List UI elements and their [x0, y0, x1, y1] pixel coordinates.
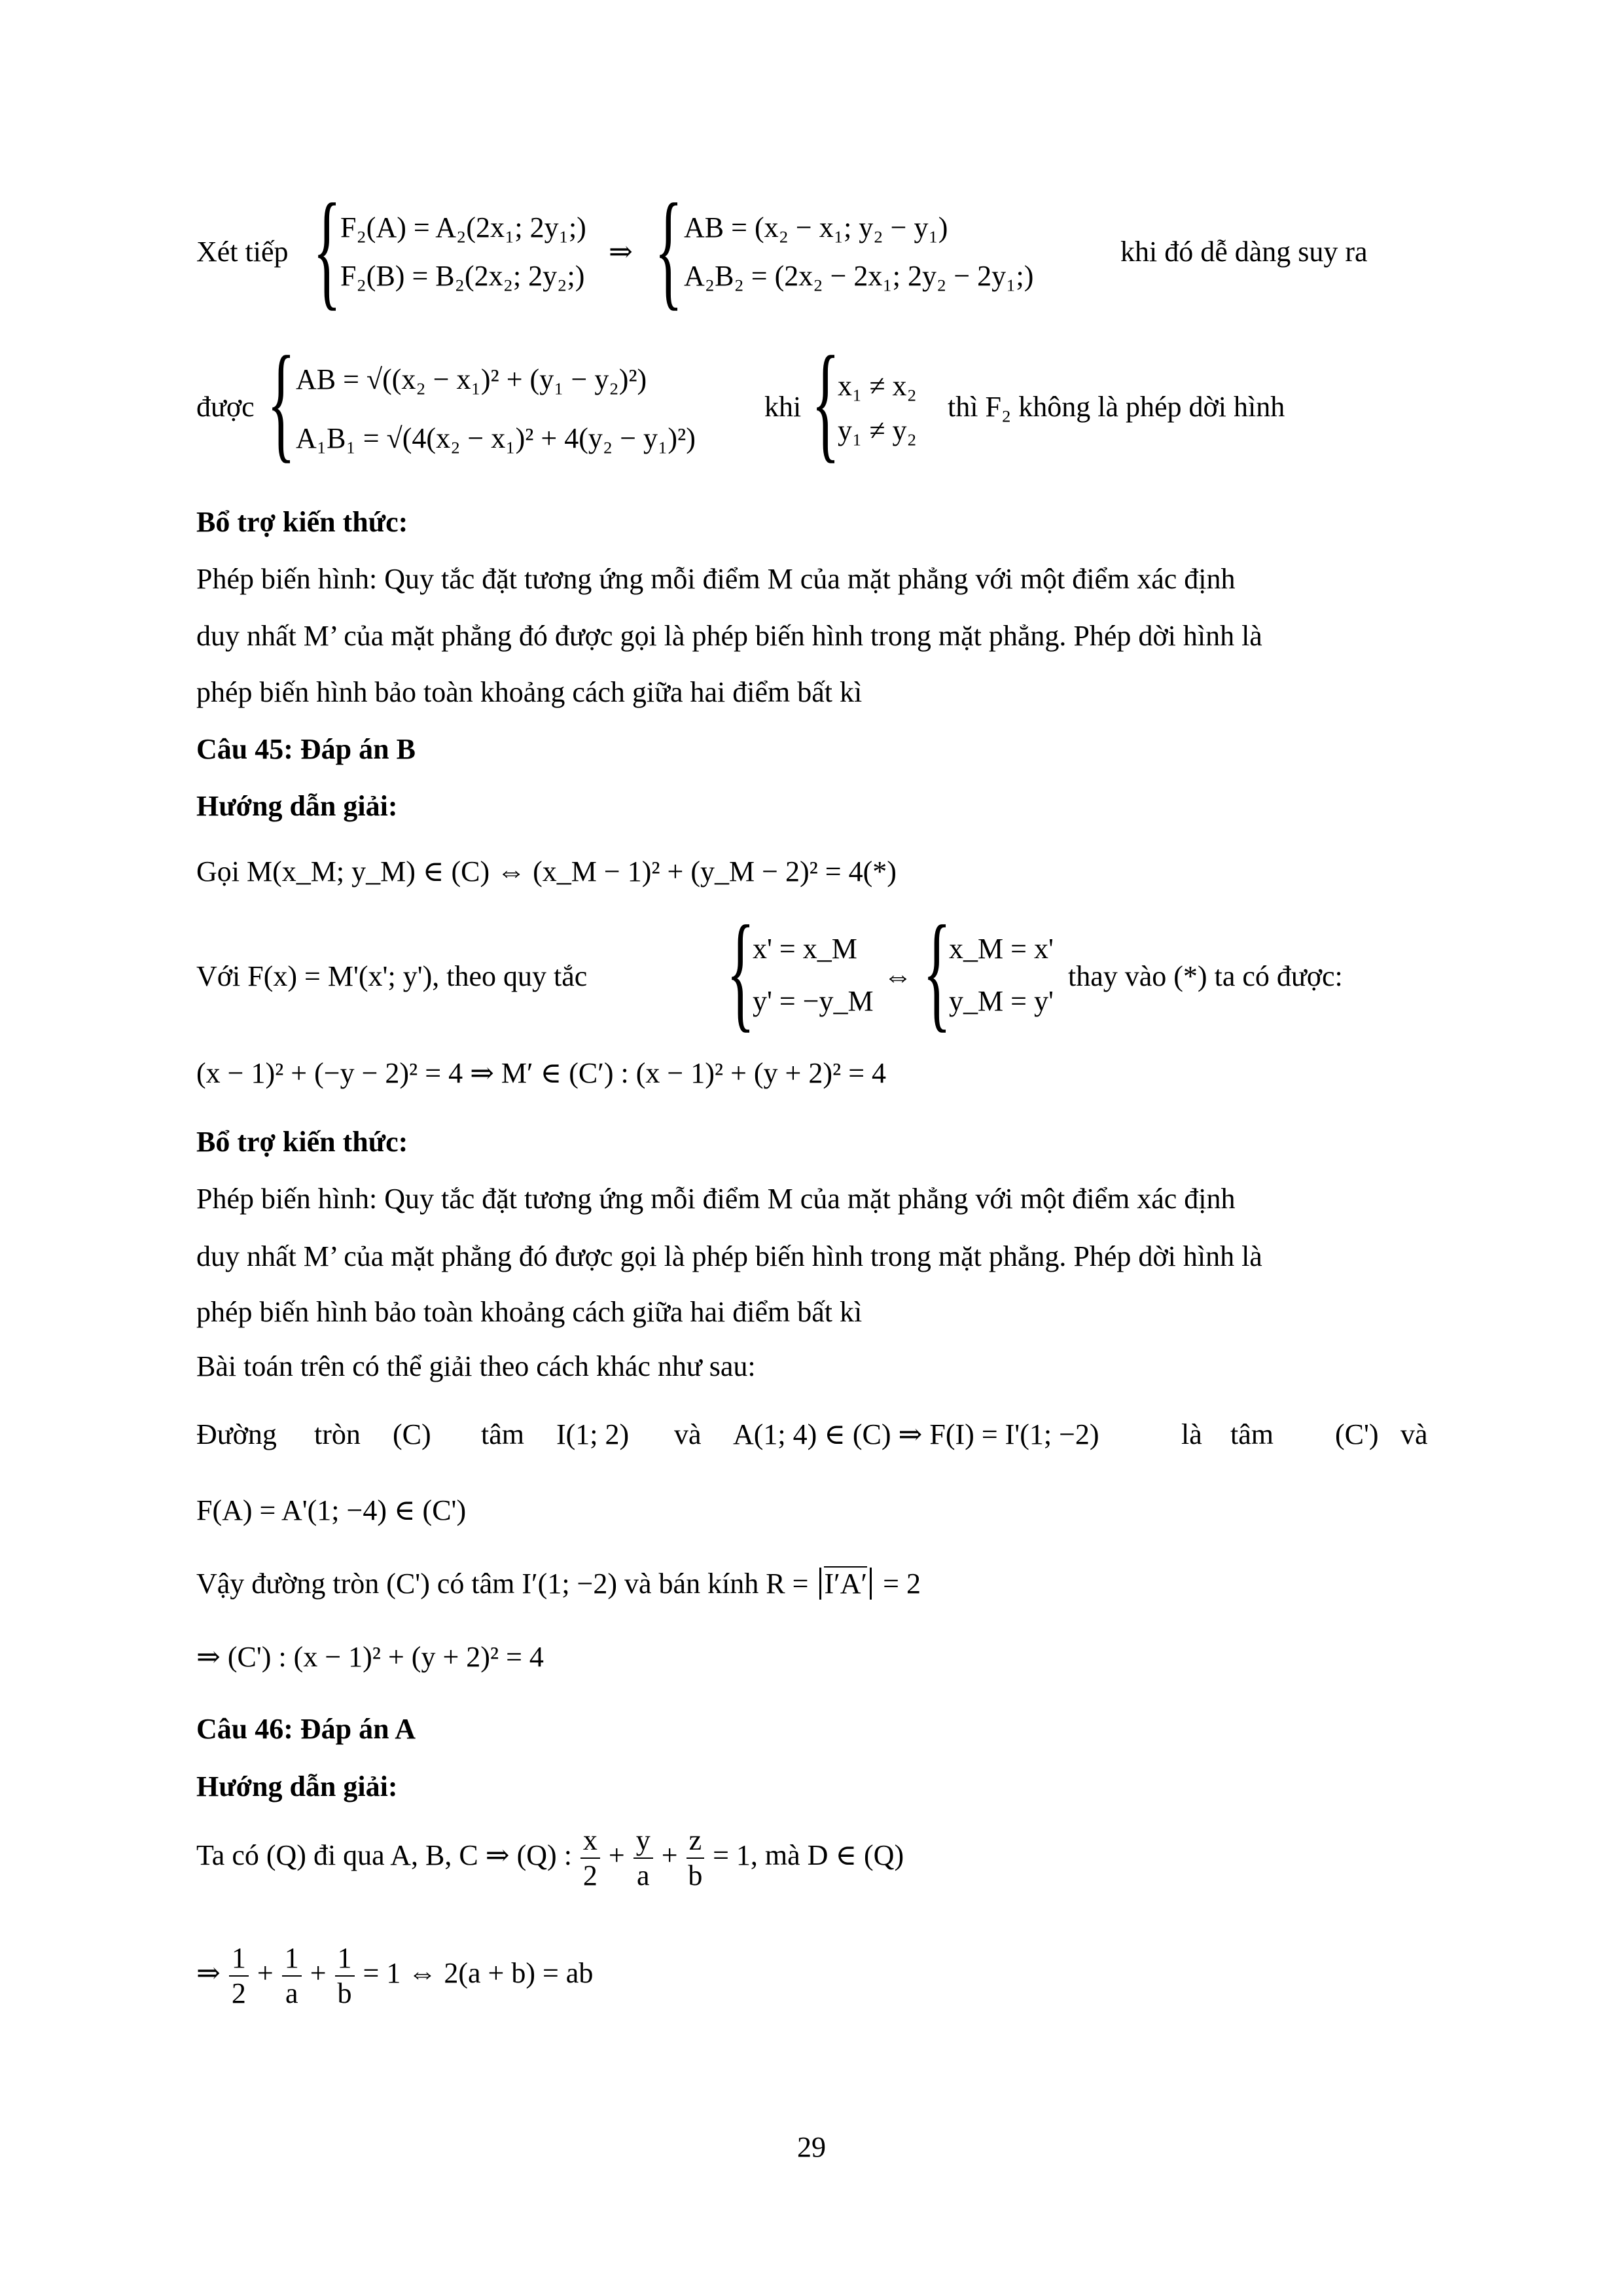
fraction	[633, 1823, 653, 1893]
support2-line: phép biến hình bảo toàn khoảng cách giữa hai điểm bất kì	[196, 1296, 863, 1328]
page-number: 29	[797, 2131, 826, 2163]
q45-line2-lead: Với F(x) = M'(x'; y'), theo quy tắc	[196, 960, 588, 992]
word: và	[674, 1418, 702, 1450]
word: A(1; 4) ∈ (C) ⇒ F(I) = I'(1; −2)	[733, 1418, 1099, 1450]
support1-line: Phép biến hình: Quy tắc đặt tương ứng mỗi điểm M của mặt phẳng với một điểm xác định	[196, 563, 1236, 595]
support2-line: Phép biến hình: Quy tắc đặt tương ứng mỗi điểm M của mặt phẳng với một điểm xác định	[196, 1183, 1236, 1215]
denominator: a	[285, 1977, 298, 2009]
block2-tail: thì F₂ không là phép dời hình	[948, 391, 1285, 423]
denominator: b	[688, 1859, 703, 1892]
fraction	[229, 1941, 249, 2011]
brace-left: {	[267, 330, 296, 475]
brace-left: {	[726, 899, 755, 1044]
radius-vector: I′A′	[824, 1568, 868, 1600]
block2-lead: được	[196, 391, 255, 423]
q45-sys1-row2: y' = −y_M	[753, 985, 874, 1017]
q45-guide: Hướng dẫn giải:	[196, 790, 398, 822]
fraction	[282, 1941, 302, 2011]
q45-line3: (x − 1)² + (−y − 2)² = 4 ⇒ M′ ∈ (C′) : (x − 1)² + (y + 2)² = 4	[196, 1057, 887, 1089]
radius-line	[196, 1564, 921, 1604]
q46-line1: Ta có (Q) đi qua A, B, C ⇒ (Q) : $\frac{x}{2}$ + $\frac{y}{a}$ + $\frac{z}{b}$ = 1, mà D ∈ (Q)	[196, 1823, 904, 1892]
word: Đường	[196, 1418, 277, 1450]
q46-line2-lead: ⇒	[196, 1957, 221, 1989]
block1-sys2-row1: AB = (x₂ − x₁; y₂ − y₁)	[684, 211, 948, 243]
q46-line1-lead: Ta có (Q) đi qua A, B, C ⇒ (Q) :	[196, 1839, 572, 1871]
q46-title: Câu 46: Đáp án A	[196, 1713, 416, 1745]
fraction	[687, 1823, 705, 1893]
word: và	[1400, 1418, 1428, 1450]
block2-khi: khi	[764, 391, 802, 423]
numerator: 1	[229, 1941, 249, 1977]
q45-line1: Gọi M(x_M; y_M) ∈ (C) ⇔ (x_M − 1)² + (y_M − 2)² = 4(*)	[196, 855, 897, 888]
brace-left: {	[313, 177, 342, 322]
q46-line2-tail: = 1 ⇔ 2(a + b) = ab	[363, 1957, 594, 1989]
vector-modulus	[819, 1568, 872, 1600]
support1-heading: Bổ trợ kiến thức:	[196, 506, 408, 538]
block2-sys1-row1: AB = √((x₂ − x₁)² + (y₁ − y₂)²)	[296, 363, 647, 395]
denominator: a	[636, 1859, 650, 1892]
word: tâm	[1230, 1418, 1274, 1450]
brace-left: {	[923, 899, 952, 1044]
q46-line1-tail: = 1, mà D ∈ (Q)	[713, 1839, 904, 1871]
word: tâm	[481, 1418, 524, 1450]
brace-left: {	[654, 177, 683, 322]
support2-heading: Bổ trợ kiến thức:	[196, 1126, 408, 1158]
block2-sys2-row2: y₁ ≠ y₂	[838, 414, 917, 446]
word: (C')	[1335, 1418, 1379, 1450]
support1-line: duy nhất M’ của mặt phẳng đó được gọi là phép biến hình trong mặt phẳng. Phép dời hình là	[196, 620, 1262, 652]
radius-lead: Vậy đường tròn (C') có tâm I′(1; −2) và bán kính R =	[196, 1568, 809, 1600]
support2-line: Bài toán trên có thể giải theo cách khác như sau:	[196, 1350, 756, 1382]
fraction	[580, 1823, 600, 1893]
numerator: 1	[282, 1941, 302, 1977]
numerator: x	[580, 1823, 600, 1859]
word: là	[1181, 1418, 1202, 1450]
denominator: b	[337, 1977, 352, 2009]
block1-sys1-row1: F₂(A) = A₂(2x₁; 2y₁;)	[340, 211, 586, 243]
block1-sys1-row2: F₂(B) = B₂(2x₂; 2y₂;)	[340, 260, 585, 292]
equiv-symbol: ⇔	[883, 960, 912, 992]
q45-title: Câu 45: Đáp án B	[196, 733, 416, 765]
radius-tail: = 2	[883, 1568, 921, 1600]
numerator: y	[633, 1823, 653, 1859]
numerator: z	[687, 1823, 705, 1859]
q46-guide: Hướng dẫn giải:	[196, 1770, 398, 1803]
denominator: 2	[231, 1977, 246, 2009]
q45-sys2-row1: x_M = x'	[949, 933, 1054, 965]
support1-line: phép biến hình bảo toàn khoảng cách giữa hai điểm bất kì	[196, 676, 863, 708]
implies-symbol: ⇒	[609, 236, 633, 268]
word: (C)	[393, 1418, 431, 1450]
fraction	[335, 1941, 355, 2011]
block1-lead: Xét tiếp	[196, 236, 289, 268]
denominator: 2	[582, 1859, 597, 1892]
block2-sys2-row1: x₁ ≠ x₂	[838, 370, 917, 402]
brace-left: {	[812, 330, 840, 475]
block1-sys2-row2: A₂B₂ = (2x₂ − 2x₁; 2y₂ − 2y₁;)	[684, 260, 1034, 292]
word: I(1; 2)	[556, 1418, 630, 1450]
q45-line2-tail: thay vào (*) ta có được:	[1068, 960, 1343, 992]
block2-sys1-row2: A₁B₁ = √(4(x₂ − x₁)² + 4(y₂ − y₁)²)	[296, 422, 696, 454]
support2-line: duy nhất M’ của mặt phẳng đó được gọi là phép biến hình trong mặt phẳng. Phép dời hình là	[196, 1240, 1262, 1272]
q45-sys1-row1: x' = x_M	[753, 933, 857, 965]
q45-sys2-row2: y_M = y'	[949, 985, 1054, 1017]
final-equation: ⇒ (C') : (x − 1)² + (y + 2)² = 4	[196, 1641, 544, 1673]
fa-line: F(A) = A'(1; −4) ∈ (C')	[196, 1494, 467, 1526]
block1-tail: khi đó dễ dàng suy ra	[1120, 236, 1368, 268]
word: tròn	[314, 1418, 361, 1450]
numerator: 1	[335, 1941, 355, 1977]
q46-line2: ⇒ $\frac{1}{2}$ + $\frac{1}{a}$ + $\frac{1}{b}$ = 1 ⇔ 2(a + b) = ab	[196, 1941, 594, 2009]
